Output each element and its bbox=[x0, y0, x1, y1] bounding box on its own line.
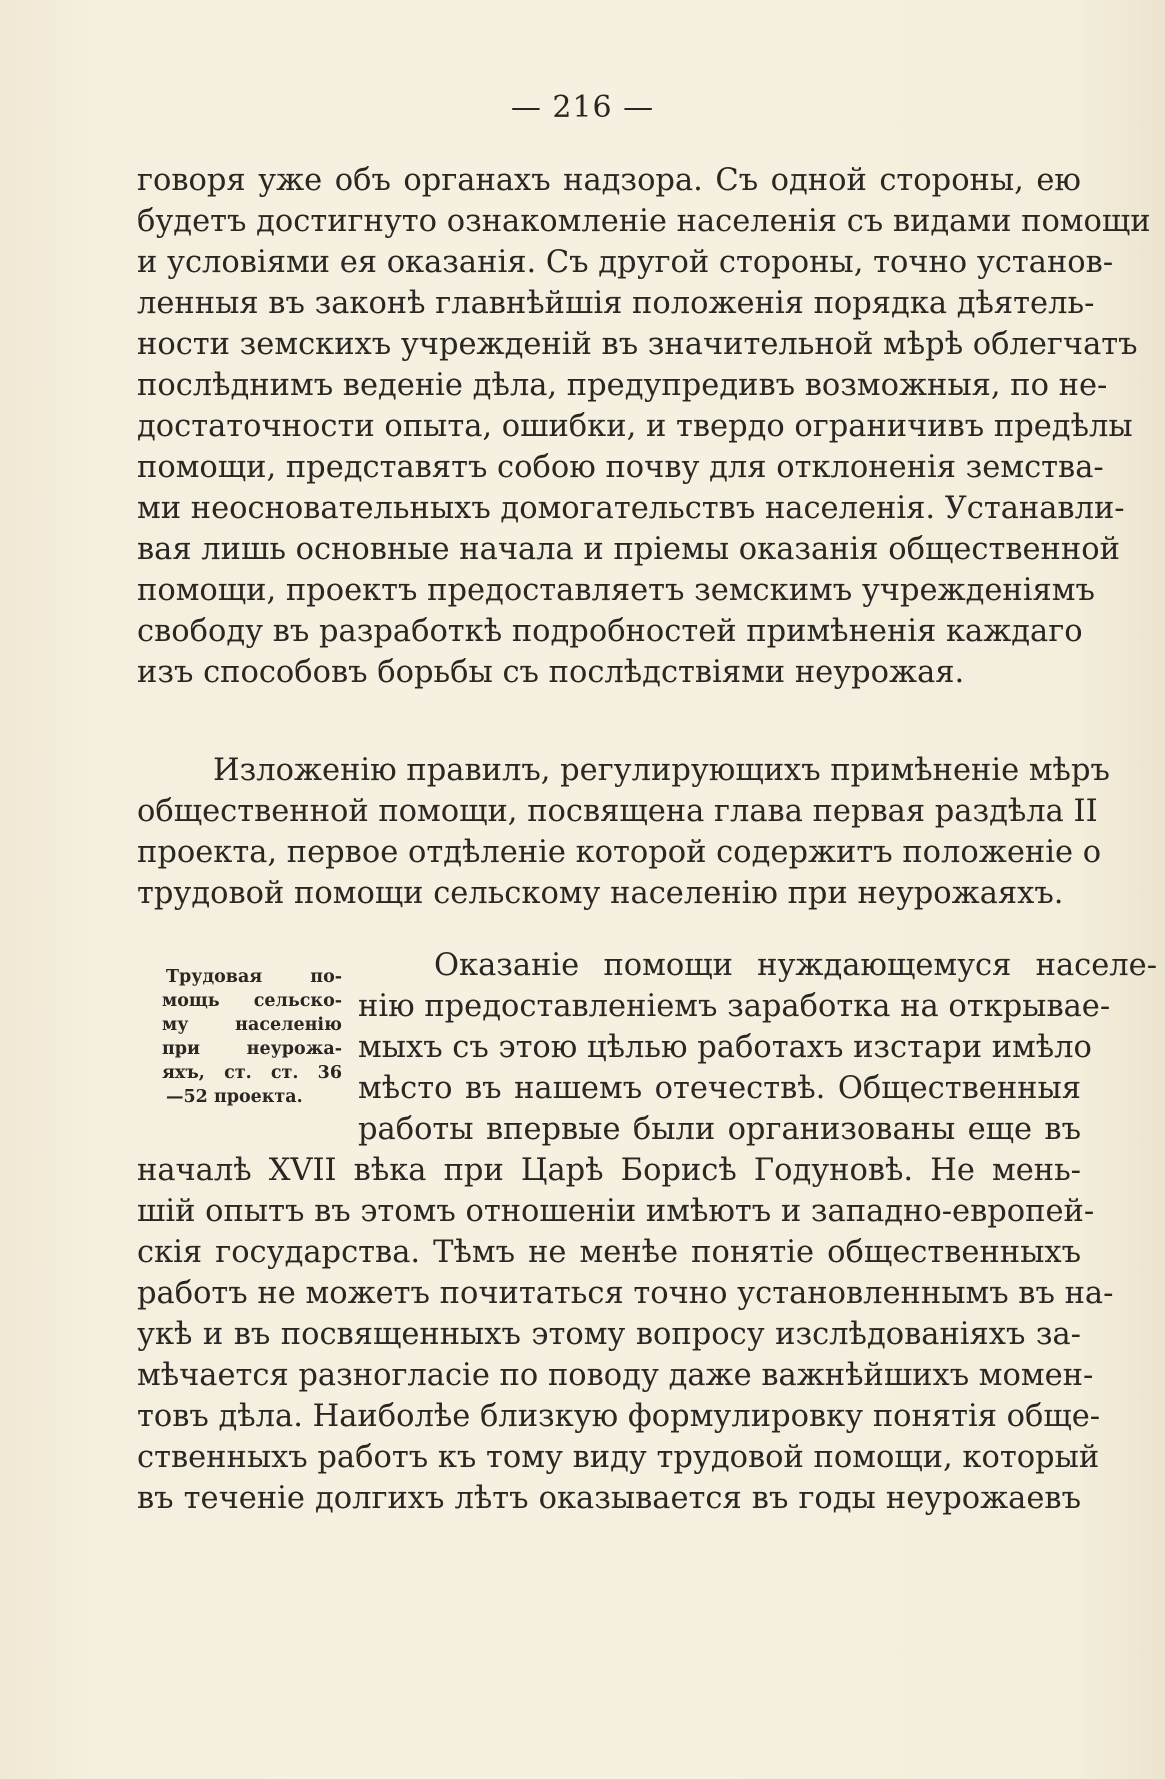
text-line: говоря уже объ органахъ надзора. Съ одной стороны, ею bbox=[137, 163, 1081, 198]
text-line: будетъ достигнуто ознакомленіе населенія съ видами помощи bbox=[137, 204, 1151, 239]
text-line: ственныхъ работъ къ тому виду трудовой помощи, который bbox=[137, 1440, 1100, 1475]
text-line: Изложенію правилъ, регулирующихъ примѣненіе мѣръ bbox=[213, 753, 1110, 788]
paragraph-2 bbox=[137, 750, 1110, 914]
margin-note-line: му населенію bbox=[162, 1015, 342, 1035]
text-line: Оказаніе помощи нуждающемуся населе- bbox=[434, 948, 1157, 983]
text-line: товъ дѣла. Наиболѣе близкую формулировку понятія обще- bbox=[137, 1399, 1101, 1434]
text-line: достаточности опыта, ошибки, и твердо ограничивъ предѣлы bbox=[137, 409, 1133, 444]
text-line: ности земскихъ учрежденій въ значительной мѣрѣ облегчатъ bbox=[137, 327, 1138, 362]
margin-note-line: Трудовая по- bbox=[166, 967, 342, 987]
text-line: шій опытъ въ этомъ отношеніи имѣютъ и западно-европей- bbox=[137, 1194, 1095, 1229]
text-line: общественной помощи, посвящена глава первая раздѣла II bbox=[137, 794, 1098, 829]
paragraph-1 bbox=[137, 160, 1151, 693]
text-line: скія государства. Тѣмъ не менѣе понятіе общественныхъ bbox=[137, 1235, 1081, 1270]
text-line: укѣ и въ посвященныхъ этому вопросу изслѣдованіяхъ за- bbox=[137, 1317, 1081, 1352]
text-line: мѣчается разногласіе по поводу даже важнѣйшихъ момен- bbox=[137, 1358, 1094, 1393]
text-line: свободу въ разработкѣ подробностей примѣненія каждаго bbox=[137, 614, 1083, 649]
page-number: — 216 — bbox=[510, 90, 655, 125]
text-line: мыхъ съ этою цѣлью работахъ изстари имѣло bbox=[358, 1030, 1092, 1065]
text-line: вая лишь основные начала и пріемы оказанія общественной bbox=[137, 532, 1120, 567]
text-line: работы впервые были организованы еще въ bbox=[358, 1112, 1081, 1147]
text-line: работъ не можетъ почитаться точно установленнымъ въ на- bbox=[137, 1276, 1114, 1311]
text-line: ленныя въ законѣ главнѣйшія положенія порядка дѣятель- bbox=[137, 286, 1095, 321]
text-line: изъ способовъ борьбы съ послѣдствіями неурожая. bbox=[137, 655, 965, 690]
text-line: въ теченіе долгихъ лѣтъ оказывается въ годы неурожаевъ bbox=[137, 1481, 1081, 1516]
margin-note-line: —52 проекта. bbox=[166, 1087, 303, 1107]
text-line: и условіями ея оказанія. Съ другой стороны, точно установ- bbox=[137, 245, 1114, 280]
text-line: помощи, представятъ собою почву для отклоненія земства- bbox=[137, 450, 1104, 485]
text-line: послѣднимъ веденіе дѣла, предупредивъ возможныя, по не- bbox=[137, 368, 1108, 403]
text-line: началѣ XVII вѣка при Царѣ Борисѣ Годуновѣ. Не мень- bbox=[137, 1153, 1081, 1188]
text-line: проекта, первое отдѣленіе которой содержитъ положеніе о bbox=[137, 835, 1102, 870]
text-line: помощи, проектъ предоставляетъ земскимъ учрежденіямъ bbox=[137, 573, 1095, 608]
text-line: трудовой помощи сельскому населенію при неурожаяхъ. bbox=[137, 876, 1064, 911]
margin-note-line: мощь сельско- bbox=[162, 991, 342, 1011]
paragraph-3 bbox=[137, 945, 1157, 1519]
text-line: ми неосновательныхъ домогательствъ населенія. Устанавли- bbox=[137, 491, 1125, 526]
text-line: мѣсто въ нашемъ отечествѣ. Общественныя bbox=[358, 1071, 1081, 1106]
margin-note-line: при неурожа- bbox=[162, 1039, 342, 1059]
text-line: нію предоставленіемъ заработка на открывае- bbox=[358, 989, 1111, 1024]
margin-note-line: яхъ, ст. ст. 36 bbox=[162, 1063, 342, 1083]
